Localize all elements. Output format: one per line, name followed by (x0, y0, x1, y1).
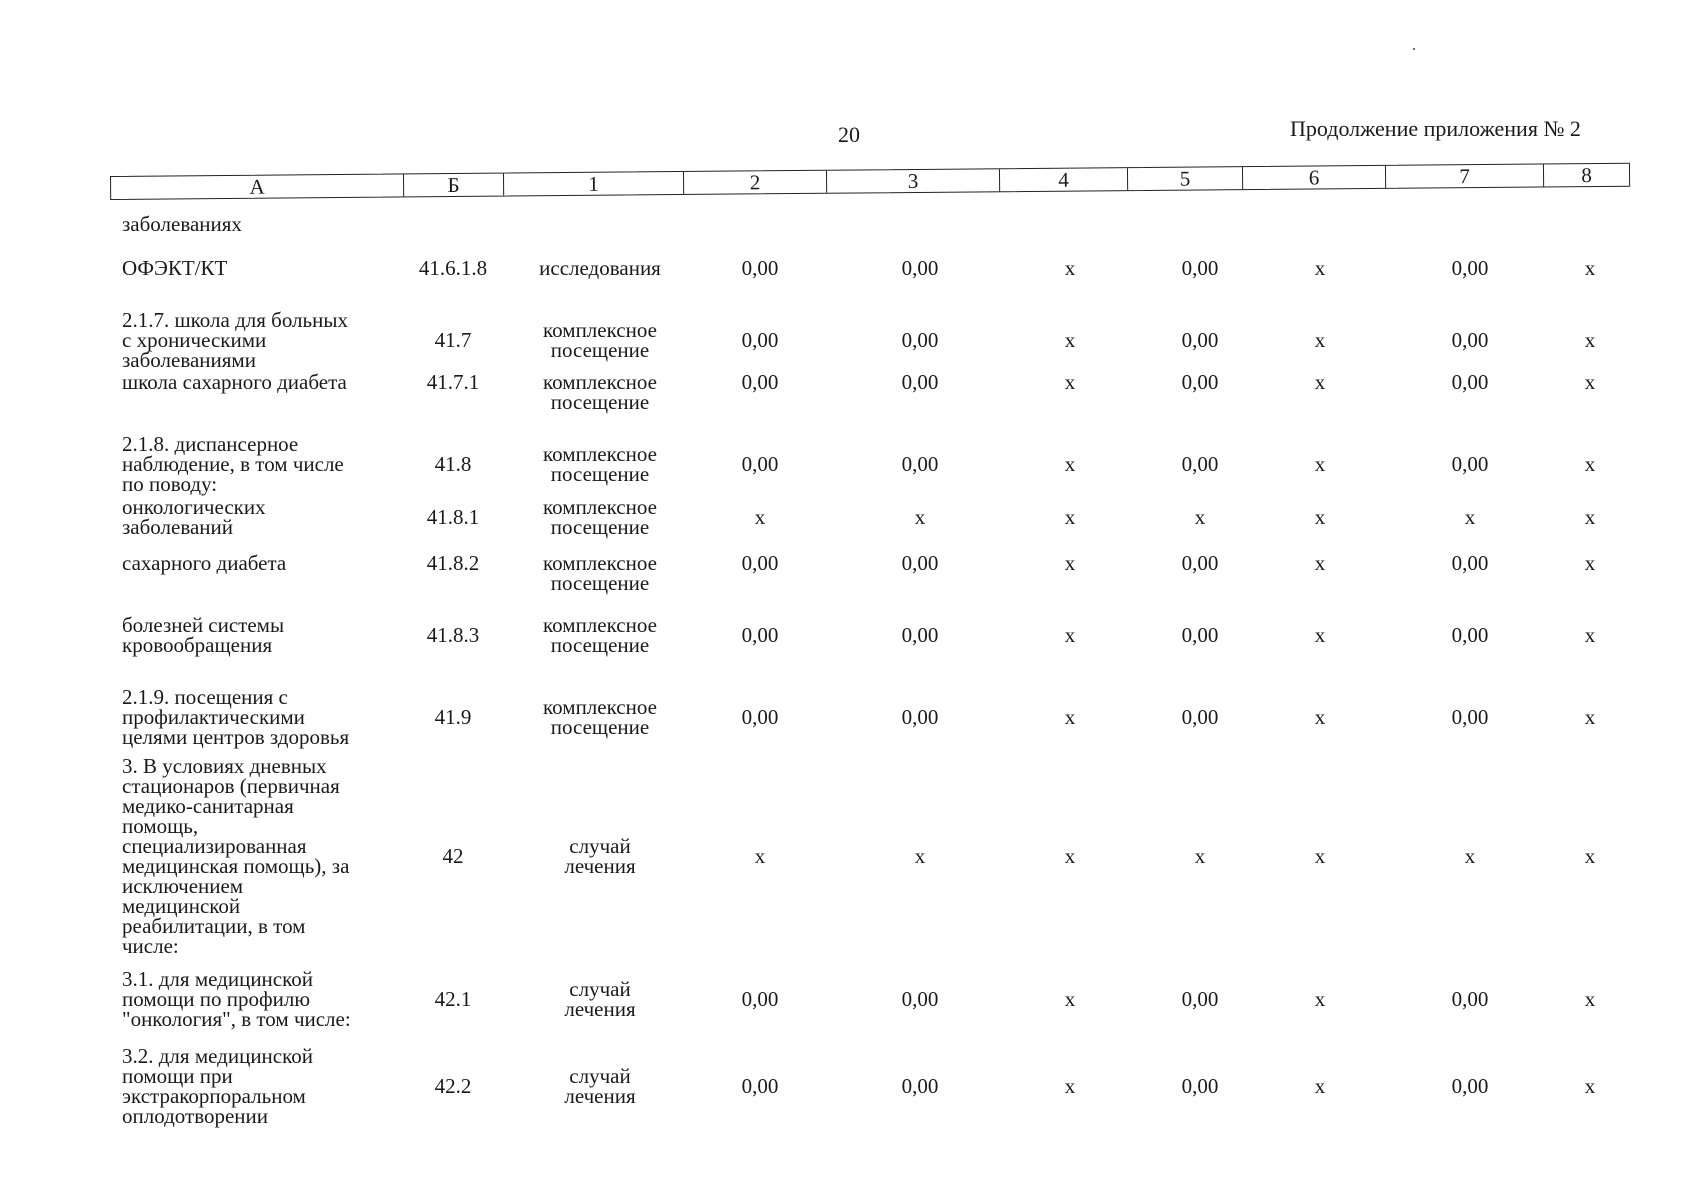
column-header-1: 1 (503, 172, 683, 196)
row-col-3: 0,00 (901, 370, 939, 394)
row-col-4: х (1064, 705, 1076, 729)
column-header-8: 8 (1543, 164, 1629, 187)
column-header-3: 3 (826, 169, 999, 193)
column-header-b: Б (403, 174, 503, 197)
column-header-5: 5 (1127, 167, 1242, 190)
row-col-7: 0,00 (1451, 452, 1489, 476)
row-col-2: 0,00 (741, 987, 779, 1011)
row-unit: комплексное посещение (543, 551, 657, 595)
row-code: 41.8.3 (426, 623, 480, 647)
table-header-row (110, 163, 1630, 200)
row-name: 3.2. для медицинской помощи при экстракорпоральном оплодотворении (122, 1044, 313, 1128)
row-col-3: х (914, 505, 926, 529)
row-col-4: х (1064, 551, 1076, 575)
scan-speck (1413, 48, 1415, 50)
row-code: 42 (442, 844, 464, 868)
row-name: школа сахарного диабета (122, 370, 347, 394)
row-name: 2.1.7. школа для больных с хроническими заболеваниями (122, 308, 348, 372)
row-col-2: 0,00 (741, 551, 779, 575)
column-header-6: 6 (1242, 166, 1385, 189)
row-unit: комплексное посещение (543, 318, 657, 362)
row-name: 3.1. для медицинской помощи по профилю "онкология", в том числе: (122, 967, 351, 1031)
row-name: 3. В условиях дневных стационаров (первичная медико-санитарная помощь, специализированная медицинская помощь), за исключением медицинской реабилитации, в том числе: (122, 754, 350, 958)
row-col-8: х (1584, 370, 1596, 394)
row-col-8: х (1584, 705, 1596, 729)
row-col-6: х (1314, 505, 1326, 529)
row-col-4: х (1064, 328, 1076, 352)
row-col-8: х (1584, 1074, 1596, 1098)
row-col-2: 0,00 (741, 623, 779, 647)
row-unit: комплексное посещение (543, 695, 657, 739)
continuation-text: заболеваниях (122, 212, 242, 236)
row-col-3: 0,00 (901, 987, 939, 1011)
row-code: 41.7.1 (426, 370, 480, 394)
row-unit: исследования (539, 256, 661, 280)
row-col-6: х (1314, 551, 1326, 575)
row-col-4: х (1064, 370, 1076, 394)
row-col-8: х (1584, 505, 1596, 529)
row-col-5: 0,00 (1181, 1074, 1219, 1098)
row-col-3: 0,00 (901, 705, 939, 729)
row-col-8: х (1584, 551, 1596, 575)
row-col-6: х (1314, 256, 1326, 280)
row-col-3: 0,00 (901, 452, 939, 476)
row-col-6: х (1314, 370, 1326, 394)
row-col-5: 0,00 (1181, 256, 1219, 280)
row-col-2: 0,00 (741, 256, 779, 280)
row-col-7: х (1464, 505, 1476, 529)
row-col-8: х (1584, 623, 1596, 647)
row-unit: случай лечения (564, 977, 636, 1021)
row-col-2: 0,00 (741, 452, 779, 476)
row-col-3: 0,00 (901, 1074, 939, 1098)
row-code: 42.1 (434, 987, 472, 1011)
row-col-8: х (1584, 328, 1596, 352)
row-name: 2.1.8. диспансерное наблюдение, в том числе по поводу: (122, 432, 344, 496)
row-col-2: 0,00 (741, 705, 779, 729)
row-col-5: 0,00 (1181, 987, 1219, 1011)
row-code: 41.9 (434, 705, 472, 729)
row-col-4: х (1064, 452, 1076, 476)
row-col-7: 0,00 (1451, 705, 1489, 729)
column-header-4: 4 (999, 168, 1127, 191)
row-col-5: 0,00 (1181, 370, 1219, 394)
row-col-7: 0,00 (1451, 623, 1489, 647)
column-header-2: 2 (683, 171, 826, 194)
row-col-6: х (1314, 452, 1326, 476)
row-unit: комплексное посещение (543, 495, 657, 539)
row-col-6: х (1314, 987, 1326, 1011)
row-col-7: 0,00 (1451, 370, 1489, 394)
row-col-8: х (1584, 987, 1596, 1011)
row-col-8: х (1584, 452, 1596, 476)
row-col-2: х (754, 505, 766, 529)
row-name: 2.1.9. посещения с профилактическими целями центров здоровья (122, 685, 350, 749)
column-header-7: 7 (1385, 164, 1543, 187)
column-header-a: А (249, 174, 265, 199)
row-col-8: х (1584, 844, 1596, 868)
row-name: сахарного диабета (122, 551, 287, 575)
row-col-4: х (1064, 505, 1076, 529)
row-col-7: 0,00 (1451, 987, 1489, 1011)
row-unit: комплексное посещение (543, 442, 657, 486)
row-col-6: х (1314, 623, 1326, 647)
appendix-continuation-note: Продолжение приложения № 2 (1290, 116, 1581, 141)
row-col-7: 0,00 (1451, 256, 1489, 280)
row-unit: комплексное посещение (543, 370, 657, 414)
page-number: 20 (838, 122, 860, 147)
row-col-5: х (1194, 844, 1206, 868)
row-col-6: х (1314, 1074, 1326, 1098)
row-col-4: х (1064, 987, 1076, 1011)
row-col-5: 0,00 (1181, 623, 1219, 647)
row-name: ОФЭКТ/КТ (122, 256, 228, 280)
row-col-5: х (1194, 505, 1206, 529)
row-col-7: 0,00 (1451, 328, 1489, 352)
row-col-4: х (1064, 623, 1076, 647)
row-unit: случай лечения (564, 834, 636, 878)
row-col-5: 0,00 (1181, 452, 1219, 476)
row-code: 41.6.1.8 (418, 256, 488, 280)
row-code: 41.8 (434, 452, 472, 476)
row-col-2: 0,00 (741, 370, 779, 394)
row-col-2: х (754, 844, 766, 868)
row-col-3: 0,00 (901, 551, 939, 575)
row-col-7: х (1464, 844, 1476, 868)
row-col-3: 0,00 (901, 623, 939, 647)
row-col-7: 0,00 (1451, 1074, 1489, 1098)
row-name: болезней системы кровообращения (122, 613, 285, 657)
row-name: онкологических заболеваний (122, 495, 266, 539)
row-col-4: х (1064, 844, 1076, 868)
row-col-5: 0,00 (1181, 328, 1219, 352)
row-col-4: х (1064, 1074, 1076, 1098)
row-col-6: х (1314, 844, 1326, 868)
row-col-3: 0,00 (901, 328, 939, 352)
row-code: 41.8.1 (426, 505, 480, 529)
row-col-3: х (914, 844, 926, 868)
row-col-7: 0,00 (1451, 551, 1489, 575)
row-unit: случай лечения (564, 1064, 636, 1108)
row-col-2: 0,00 (741, 1074, 779, 1098)
row-code: 42.2 (434, 1074, 472, 1098)
row-col-8: х (1584, 256, 1596, 280)
row-code: 41.8.2 (426, 551, 480, 575)
row-col-2: 0,00 (741, 328, 779, 352)
row-code: 41.7 (434, 328, 472, 352)
row-col-4: х (1064, 256, 1076, 280)
row-col-3: 0,00 (901, 256, 939, 280)
row-col-5: 0,00 (1181, 551, 1219, 575)
row-unit: комплексное посещение (543, 613, 657, 657)
row-col-5: 0,00 (1181, 705, 1219, 729)
row-col-6: х (1314, 705, 1326, 729)
row-col-6: х (1314, 328, 1326, 352)
